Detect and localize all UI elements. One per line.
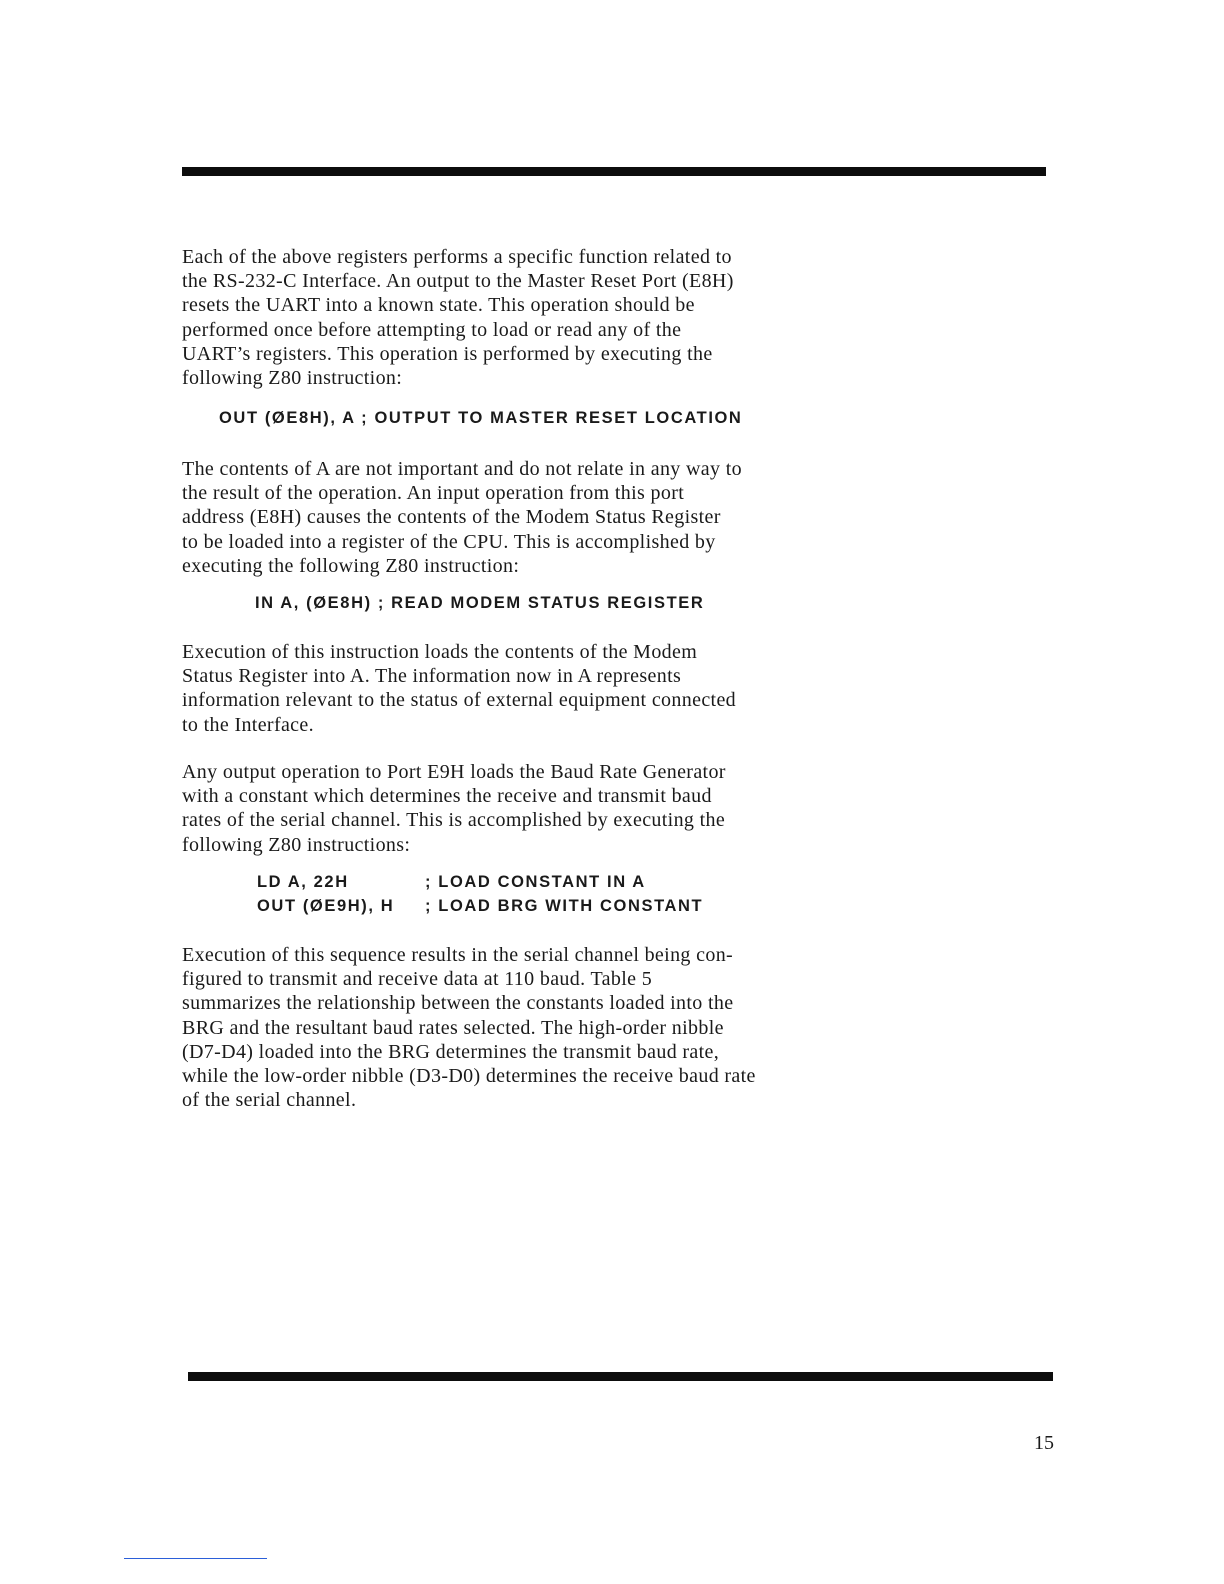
- text-line: Any output operation to Port E9H loads the Baud Rate Generator: [182, 761, 726, 783]
- footer-underline: [124, 1558, 267, 1559]
- text-line: BRG and the resultant baud rates selected. The high-order nibble: [182, 1016, 724, 1039]
- top-divider-rule: [182, 167, 1046, 176]
- text-line: Status Register into A. The information now in A represents: [182, 665, 682, 688]
- text-line: rates of the serial channel. This is accomplished by executing the: [182, 809, 726, 832]
- bottom-divider-rule: [188, 1372, 1053, 1381]
- paragraph-modem-status-result: [182, 640, 842, 737]
- text-line: to the Interface.: [182, 713, 314, 736]
- text-line: resets the UART into a known state. This operation should be: [182, 294, 695, 317]
- code-comment: ; LOAD CONSTANT IN A: [425, 873, 646, 891]
- text-line: UART’s registers. This operation is performed by executing the: [182, 342, 713, 365]
- text-line: to be loaded into a register of the CPU. This is accomplished by: [182, 530, 716, 553]
- text-line: Each of the above registers performs a specific function related to: [182, 246, 732, 268]
- text-line: with a constant which determines the receive and transmit baud: [182, 785, 712, 808]
- text-line: information relevant to the status of external equipment connected: [182, 689, 737, 712]
- paragraph-contents-of-a: [182, 457, 842, 578]
- code-comment: ; LOAD BRG WITH CONSTANT: [425, 897, 704, 915]
- text-line: The contents of A are not important and do not relate in any way to: [182, 458, 742, 480]
- text-line: Execution of this sequence results in the serial channel being con-: [182, 944, 734, 966]
- code-out-master-reset: OUT (ØE8H), A ; OUTPUT TO MASTER RESET LOCATION: [219, 409, 743, 427]
- text-line: figured to transmit and receive data at 110 baud. Table 5: [182, 968, 653, 991]
- code-in-modem-status: IN A, (ØE8H) ; READ MODEM STATUS REGISTER: [255, 594, 705, 612]
- paragraph-sequence-result: [182, 943, 842, 1112]
- code-op: OUT (ØE9H), H: [257, 897, 395, 915]
- paragraph-baud-rate-generator: [182, 760, 842, 857]
- paragraph-registers-intro: [182, 245, 842, 390]
- text-line: performed once before attempting to load or read any of the: [182, 318, 682, 341]
- text-line: executing the following Z80 instruction:: [182, 554, 520, 577]
- text-line: following Z80 instruction:: [182, 367, 403, 390]
- page-number: 15: [1034, 1432, 1054, 1454]
- text-line: Execution of this instruction loads the contents of the Modem: [182, 641, 698, 663]
- code-op: LD A, 22H: [257, 873, 349, 891]
- text-line: the RS-232-C Interface. An output to the Master Reset Port (E8H): [182, 270, 734, 293]
- text-line: following Z80 instructions:: [182, 833, 411, 856]
- text-line: (D7-D4) loaded into the BRG determines the transmit baud rate,: [182, 1040, 720, 1063]
- text-line: while the low-order nibble (D3-D0) determines the receive baud rate: [182, 1065, 756, 1088]
- text-line: address (E8H) causes the contents of the Modem Status Register: [182, 506, 721, 529]
- text-line: the result of the operation. An input operation from this port: [182, 482, 685, 505]
- text-line: of the serial channel.: [182, 1089, 357, 1112]
- text-line: summarizes the relationship between the constants loaded into the: [182, 992, 734, 1015]
